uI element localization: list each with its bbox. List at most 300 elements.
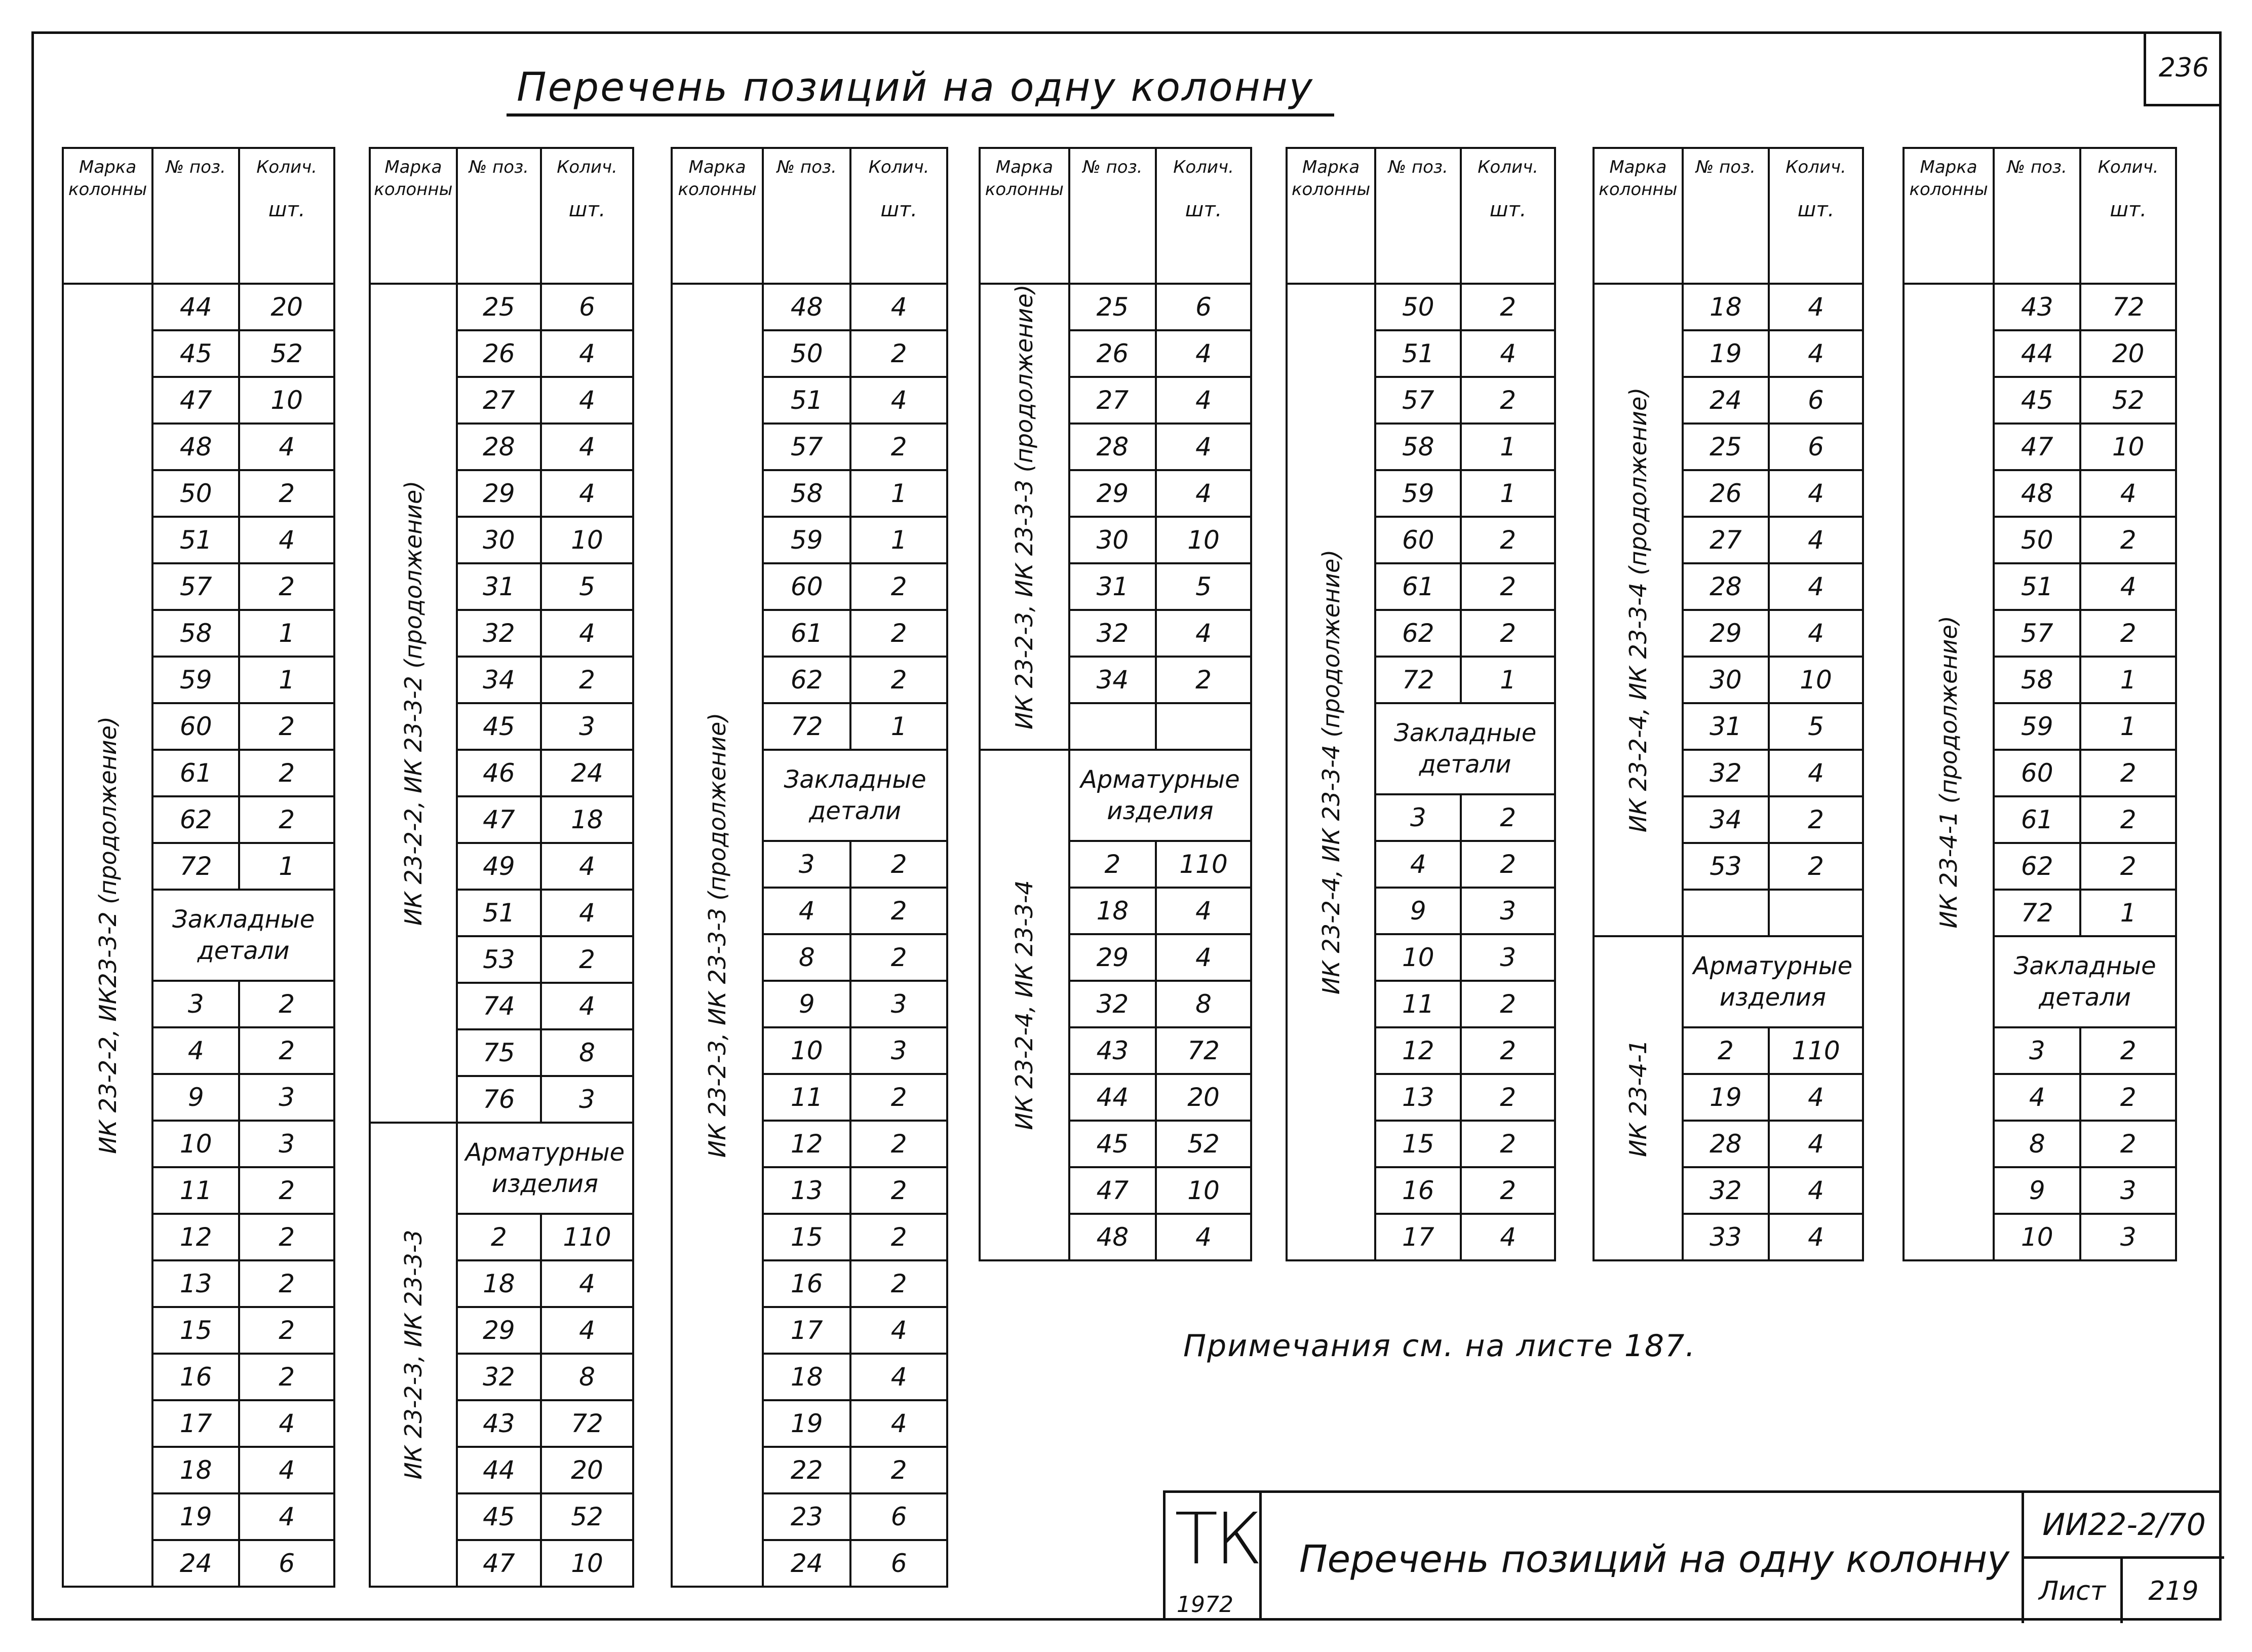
quantity-value: 52 [1156,1121,1251,1167]
quantity-value: 20 [2080,330,2176,377]
position-number: 30 [457,517,541,563]
quantity-value: 110 [1156,841,1251,888]
quantity-value: 2 [1461,284,1555,330]
position-number: 28 [1683,1121,1769,1167]
position-number: 51 [763,377,850,424]
header-unit: шт. [2110,198,2147,221]
section-heading: Арматурные изделия [1069,750,1251,841]
quantity-value: 4 [541,890,633,936]
quantity-value: 3 [239,1121,334,1167]
quantity-value: 2 [1461,794,1555,841]
quantity-value: 2 [2080,1121,2176,1167]
position-number: 4 [1994,1074,2080,1121]
position-number: 26 [1069,330,1156,377]
position-number: 49 [457,843,541,890]
table-row [370,1123,633,1214]
column-mark: ИК 23-2-2, ИК 23-3-2 (продолжение) [370,284,457,1123]
quantity-value: 4 [541,470,633,517]
quantity-value: 3 [850,1027,947,1074]
position-number: 58 [1994,657,2080,703]
quantity-value: 72 [541,1400,633,1447]
quantity-value: 4 [2080,563,2176,610]
position-number: 19 [1683,330,1769,377]
tk-logo: ТК [1175,1498,1260,1581]
header-quantity: Колич. шт. [850,148,947,284]
position-number: 34 [1683,796,1769,843]
quantity-value: 10 [541,1540,633,1587]
quantity-value: 3 [239,1074,334,1121]
position-number: 47 [457,796,541,843]
header-mark: Марка колонны [370,148,457,284]
position-number: 45 [457,1493,541,1540]
position-number: 60 [152,703,239,750]
position-number: 25 [1069,284,1156,330]
table-row [1594,284,1863,330]
position-number: 58 [763,470,850,517]
position-number: 18 [1069,888,1156,934]
position-number: 18 [1683,284,1769,330]
position-number: 29 [1069,934,1156,981]
position-number: 13 [1375,1074,1461,1121]
column-mark: ИК 23-2-3, ИК 23-3-3 (продолжение) [672,284,763,1587]
position-number: 34 [1069,657,1156,703]
quantity-value: 2 [1769,843,1863,890]
quantity-value: 2 [239,1354,334,1400]
quantity-value: 1 [1461,470,1555,517]
position-number: 43 [1994,284,2080,330]
position-number: 44 [152,284,239,330]
quantity-value: 4 [1156,330,1251,377]
position-number: 53 [1683,843,1769,890]
header-unit: шт. [568,198,606,221]
position-number: 24 [152,1540,239,1587]
position-number: 43 [457,1400,541,1447]
quantity-value: 5 [541,563,633,610]
position-number: 76 [457,1076,541,1123]
table-row [1904,284,2176,330]
quantity-value: 4 [1769,1214,1863,1260]
quantity-value: 10 [239,377,334,424]
quantity-value: 110 [1769,1027,1863,1074]
position-number: 74 [457,983,541,1029]
quantity-value: 10 [1156,1167,1251,1214]
position-number: 9 [763,981,850,1027]
header-unit: шт. [1489,198,1527,221]
sheet-label: Лист [2022,1559,2123,1623]
position-number: 47 [1069,1167,1156,1214]
position-number: 8 [763,934,850,981]
position-number: 61 [763,610,850,657]
position-number: 57 [1375,377,1461,424]
quantity-value: 4 [239,1447,334,1493]
position-number: 4 [763,888,850,934]
section-heading: Закладные детали [152,890,334,981]
quantity-value: 52 [541,1493,633,1540]
quantity-value: 4 [850,1400,947,1447]
column-mark: ИК 23-2-3, ИК 23-3-3 [370,1123,457,1587]
position-number: 43 [1069,1027,1156,1074]
position-number: 32 [457,1354,541,1400]
position-number: 25 [1683,424,1769,470]
quantity-value: 1 [850,517,947,563]
quantity-value: 2 [850,1260,947,1307]
position-number: 50 [763,330,850,377]
quantity-value: 2 [850,563,947,610]
quantity-value: 2 [2080,1027,2176,1074]
quantity-value: 4 [541,424,633,470]
position-number: 12 [1375,1027,1461,1074]
positions-table [369,147,634,1588]
position-number: 72 [1375,657,1461,703]
quantity-value: 1 [2080,703,2176,750]
position-number: 32 [1069,981,1156,1027]
position-number: 32 [1683,750,1769,796]
quantity-value: 2 [2080,843,2176,890]
position-number: 27 [1683,517,1769,563]
position-number: 50 [1994,517,2080,563]
quantity-value: 4 [239,1493,334,1540]
quantity-value: 2 [1461,377,1555,424]
position-number: 24 [763,1540,850,1587]
position-number: 57 [763,424,850,470]
title-block [1163,1490,2222,1621]
position-number: 75 [457,1029,541,1076]
quantity-value: 2 [850,657,947,703]
position-number: 32 [1069,610,1156,657]
stamp-title: Перечень позиций на одну колонну [1299,1538,2010,1581]
note-text: Примечания см. на листе 187. [1183,1328,1696,1364]
quantity-value: 1 [850,470,947,517]
quantity-value: 4 [1769,1121,1863,1167]
position-number: 58 [1375,424,1461,470]
quantity-value: 4 [1769,470,1863,517]
position-number: 62 [763,657,850,703]
quantity-value: 2 [1461,1121,1555,1167]
position-number: 2 [1683,1027,1769,1074]
header-mark: Марка колонны [1904,148,1994,284]
header-mark: Марка колонны [980,148,1069,284]
quantity-value: 6 [850,1540,947,1587]
header-quantity: Колич. шт. [2080,148,2176,284]
quantity-value: 4 [1769,610,1863,657]
quantity-value: 2 [1461,841,1555,888]
quantity-value: 6 [1156,284,1251,330]
quantity-value: 2 [2080,610,2176,657]
positions-table [1902,147,2177,1261]
quantity-value: 52 [2080,377,2176,424]
column-mark: ИК 23-2-4, ИК 23-3-4 (продолжение) [1287,284,1375,1260]
quantity-value: 2 [2080,1074,2176,1121]
position-number: 72 [152,843,239,890]
position-number: 45 [152,330,239,377]
quantity-value: 8 [541,1029,633,1076]
document-code: ИИ22-2/70 [2022,1493,2224,1559]
position-number: 17 [763,1307,850,1354]
position-number: 18 [152,1447,239,1493]
position-number: 59 [1994,703,2080,750]
quantity-value: 1 [239,657,334,703]
quantity-value: 2 [1461,1167,1555,1214]
quantity-value: 2 [850,424,947,470]
quantity-value: 2 [1156,657,1251,703]
position-number: 15 [763,1214,850,1260]
quantity-value: 4 [1769,750,1863,796]
position-number: 17 [1375,1214,1461,1260]
quantity-value: 6 [541,284,633,330]
table-row [1287,284,1555,330]
quantity-value: 4 [1156,610,1251,657]
position-number: 45 [457,703,541,750]
positions-table [62,147,335,1588]
position-number: 10 [152,1121,239,1167]
quantity-value: 2 [541,657,633,703]
position-number: 51 [1994,563,2080,610]
quantity-value: 4 [1156,1214,1251,1260]
header-position: № поз. [1375,148,1461,284]
quantity-value: 4 [541,610,633,657]
quantity-value: 2 [1769,796,1863,843]
position-number: 15 [152,1307,239,1354]
position-number: 2 [1069,841,1156,888]
header-quantity: Колич. шт. [1156,148,1251,284]
position-number: 9 [1375,888,1461,934]
position-number: 61 [152,750,239,796]
quantity-value: 72 [1156,1027,1251,1074]
quantity-value: 8 [1156,981,1251,1027]
quantity-value: 72 [2080,284,2176,330]
position-number: 31 [457,563,541,610]
position-number: 72 [763,703,850,750]
logo-year: 1972 [1177,1592,1233,1618]
quantity-value: 4 [1769,284,1863,330]
sheet-number: 219 [2148,1576,2199,1606]
quantity-value: 4 [850,1307,947,1354]
quantity-value: 3 [1461,934,1555,981]
position-number: 31 [1069,563,1156,610]
header-mark: Марка колонны [63,148,152,284]
position-number: 45 [1994,377,2080,424]
quantity-value: 6 [1769,424,1863,470]
position-number: 10 [763,1027,850,1074]
position-number: 62 [152,796,239,843]
quantity-value: 6 [1769,377,1863,424]
quantity-value: 2 [850,1074,947,1121]
quantity-value: 4 [1461,1214,1555,1260]
header-unit: шт. [880,198,917,221]
position-number: 12 [763,1121,850,1167]
position-number: 8 [1994,1121,2080,1167]
quantity-value: 1 [2080,657,2176,703]
quantity-value: 2 [1461,610,1555,657]
position-number: 48 [152,424,239,470]
position-number: 32 [1683,1167,1769,1214]
position-number: 48 [1994,470,2080,517]
quantity-value: 1 [850,703,947,750]
position-number: 46 [457,750,541,796]
position-number: 28 [1683,563,1769,610]
quantity-value: 2 [239,1260,334,1307]
empty-cell [1769,890,1863,936]
position-number: 58 [152,610,239,657]
quantity-value: 4 [239,517,334,563]
quantity-value: 10 [541,517,633,563]
position-number: 31 [1683,703,1769,750]
quantity-value: 1 [239,843,334,890]
positions-table [979,147,1252,1261]
quantity-value: 4 [1769,1074,1863,1121]
quantity-value: 3 [1461,888,1555,934]
position-number: 44 [457,1447,541,1493]
position-number: 26 [457,330,541,377]
quantity-value: 3 [541,1076,633,1123]
header-quantity: Колич. шт. [541,148,633,284]
header-position: № поз. [1683,148,1769,284]
position-number: 17 [152,1400,239,1447]
section-heading: Закладные детали [1375,703,1555,794]
quantity-value: 2 [850,841,947,888]
quantity-value: 24 [541,750,633,796]
quantity-value: 4 [1769,330,1863,377]
table-row [980,284,1251,330]
position-number: 3 [152,981,239,1027]
empty-cell [1069,703,1156,750]
table-row [672,284,947,330]
position-number: 47 [1994,424,2080,470]
positions-table [1593,147,1864,1261]
position-number: 29 [1069,470,1156,517]
quantity-value: 2 [239,750,334,796]
table-row [63,284,334,330]
page-title: Перечень позиций на одну колонну [507,65,1334,117]
section-heading: Закладные детали [1994,936,2176,1027]
position-number: 61 [1994,796,2080,843]
position-number: 15 [1375,1121,1461,1167]
quantity-value: 4 [850,284,947,330]
header-unit: шт. [268,198,305,221]
quantity-value: 1 [239,610,334,657]
table-row [1594,936,1863,1027]
position-number: 11 [152,1167,239,1214]
position-number: 16 [1375,1167,1461,1214]
position-number: 57 [1994,610,2080,657]
quantity-value: 6 [850,1493,947,1540]
position-number: 48 [1069,1214,1156,1260]
column-mark: ИК 23-2-4, ИК 23-3-4 (продолжение) [1594,284,1683,936]
quantity-value: 2 [239,1167,334,1214]
position-number: 26 [1683,470,1769,517]
quantity-value: 2 [1461,1027,1555,1074]
position-number: 27 [1069,377,1156,424]
position-number: 32 [457,610,541,657]
position-number: 50 [152,470,239,517]
header-quantity: Колич. шт. [1769,148,1863,284]
quantity-value: 4 [850,377,947,424]
position-number: 29 [1683,610,1769,657]
section-heading: Закладные детали [763,750,947,841]
quantity-value: 1 [1461,424,1555,470]
position-number: 19 [763,1400,850,1447]
position-number: 16 [152,1354,239,1400]
position-number: 13 [763,1167,850,1214]
empty-cell [1156,703,1251,750]
quantity-value: 2 [850,1214,947,1260]
quantity-value: 18 [541,796,633,843]
quantity-value: 10 [1156,517,1251,563]
quantity-value: 4 [850,1354,947,1400]
position-number: 62 [1994,843,2080,890]
position-number: 50 [1375,284,1461,330]
position-number: 45 [1069,1121,1156,1167]
column-mark: ИК 23-4-1 (продолжение) [1904,284,1994,1260]
position-number: 59 [1375,470,1461,517]
logo-cell [1166,1493,1262,1621]
position-number: 28 [457,424,541,470]
page-number: 236 [2144,31,2222,106]
position-number: 57 [152,563,239,610]
header-position: № поз. [152,148,239,284]
header-mark: Марка колонны [672,148,763,284]
table-row [370,284,633,330]
quantity-value: 3 [2080,1214,2176,1260]
quantity-value: 2 [239,470,334,517]
quantity-value: 5 [1156,563,1251,610]
quantity-value: 4 [1769,517,1863,563]
position-number: 22 [763,1447,850,1493]
quantity-value: 4 [541,983,633,1029]
position-number: 16 [763,1260,850,1307]
quantity-value: 10 [1769,657,1863,703]
quantity-value: 2 [239,1214,334,1260]
quantity-value: 6 [239,1540,334,1587]
quantity-value: 2 [850,330,947,377]
quantity-value: 3 [2080,1167,2176,1214]
quantity-value: 4 [541,1260,633,1307]
position-number: 72 [1994,890,2080,936]
position-number: 60 [1994,750,2080,796]
quantity-value: 20 [239,284,334,330]
position-number: 61 [1375,563,1461,610]
position-number: 48 [763,284,850,330]
quantity-value: 10 [2080,424,2176,470]
quantity-value: 4 [1461,330,1555,377]
position-number: 33 [1683,1214,1769,1260]
quantity-value: 2 [239,796,334,843]
quantity-value: 3 [541,703,633,750]
header-unit: шт. [1185,198,1222,221]
quantity-value: 1 [1461,657,1555,703]
position-number: 34 [457,657,541,703]
quantity-value: 1 [2080,890,2176,936]
header-unit: шт. [1797,198,1835,221]
column-mark: ИК 23-2-4, ИК 23-3-4 [980,750,1069,1260]
quantity-value: 2 [1461,563,1555,610]
section-heading: Арматурные изделия [457,1123,633,1214]
column-mark: ИК 23-2-2, ИК23-3-2 (продолжение) [63,284,152,1587]
position-number: 44 [1069,1074,1156,1121]
position-number: 47 [152,377,239,424]
position-number: 12 [152,1214,239,1260]
quantity-value: 4 [2080,470,2176,517]
quantity-value: 4 [1156,377,1251,424]
position-number: 10 [1994,1214,2080,1260]
quantity-value: 2 [2080,750,2176,796]
quantity-value: 4 [541,1307,633,1354]
quantity-value: 4 [541,843,633,890]
quantity-value: 20 [541,1447,633,1493]
quantity-value: 4 [1156,470,1251,517]
position-number: 4 [1375,841,1461,888]
position-number: 3 [1994,1027,2080,1074]
